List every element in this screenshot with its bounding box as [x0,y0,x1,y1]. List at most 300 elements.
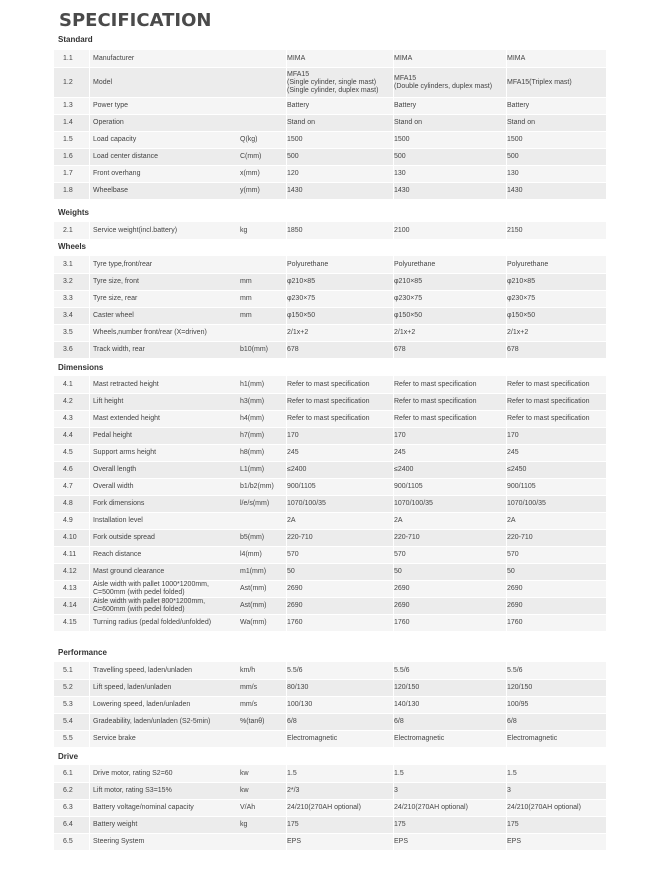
table-row [54,67,606,97]
spec-unit: b1/b2(mm) [240,483,274,490]
spec-unit [240,834,286,850]
spec-item: Lift motor, rating S3=15% [93,787,172,794]
spec-unit: kg [240,226,248,234]
spec-value-3: 900/1105 [507,483,536,490]
spec-item: Fork outside spread [93,534,155,541]
spec-item: Aisle width with pallet 1000*1200mm, C=500mm (with pedel folded) [93,581,209,596]
spec-value-2: 50 [394,568,402,575]
table-row [54,97,606,114]
section-table [54,376,606,631]
table-row [54,290,606,307]
spec-number: 5.1 [63,666,73,674]
column-divider [286,376,287,631]
spec-number: 6.5 [63,838,73,845]
column-divider [393,765,394,850]
spec-value-2: ≤2400 [394,466,414,473]
spec-unit: y(mm) [240,187,260,194]
spec-item: Lift height [93,398,124,405]
column-divider [393,256,394,358]
spec-number: 4.3 [63,415,73,422]
spec-value-2: 1430 [394,187,410,194]
table-row [54,478,606,495]
spec-value-3: φ150×50 [507,312,536,319]
table-row [54,427,606,444]
table-row [54,662,606,679]
spec-number: 3.6 [63,346,73,353]
spec-value-1: Refer to mast specification [287,398,370,405]
spec-unit: L1(mm) [240,466,265,473]
spec-number: 4.7 [63,483,73,490]
table-row [54,580,606,597]
spec-value-1: 1430 [287,187,303,194]
spec-value-3: 245 [507,449,519,456]
spec-unit: h1(mm) [240,380,265,388]
table-row [54,341,606,358]
spec-item: Turning radius (pedal folded/unfolded) [93,619,212,626]
spec-unit: kw [240,769,249,777]
spec-unit: kw [240,787,249,794]
spec-number: 1.1 [63,54,73,62]
column-divider [89,222,90,239]
spec-item: Pedal height [93,432,132,439]
table-row [54,222,606,239]
spec-item: Tyre size, front [93,278,139,285]
spec-value-2: 220-710 [394,534,420,541]
column-divider [286,222,287,239]
spec-value-1: EPS [287,838,302,845]
column-divider [393,50,394,199]
spec-value-2: MIMA [394,54,413,62]
spec-value-1: 120 [287,170,299,177]
spec-value-1: φ230×75 [287,295,316,302]
spec-number: 4.1 [63,380,73,388]
spec-item: Caster wheel [93,312,134,319]
spec-unit [240,731,286,747]
spec-item: Lowering speed, laden/unladen [93,701,191,708]
table-row [54,713,606,730]
spec-value-2: Stand on [394,119,423,126]
column-divider [506,376,507,631]
spec-item: Service brake [93,735,136,742]
spec-value-2: Polyurethane [394,260,436,268]
spec-value-2: 678 [394,346,406,353]
spec-unit: l4(mm) [240,551,262,558]
spec-number: 3.4 [63,312,73,319]
spec-item: Wheelbase [93,187,129,194]
spec-unit: mm/s [240,684,258,691]
spec-unit: %(tanθ) [240,718,265,725]
spec-value-1: 1500 [287,136,303,143]
spec-value-2: 2690 [394,602,410,609]
spec-unit: h3(mm) [240,398,265,405]
spec-unit: mm [240,295,252,302]
section-heading: Standard [58,35,93,44]
table-row [54,696,606,713]
spec-number: 4.15 [63,619,77,626]
table-row [54,393,606,410]
spec-number: 1.8 [63,187,73,194]
spec-value-3: Refer to mast specification [507,415,590,422]
spec-number: 4.14 [63,602,77,609]
spec-value-1: Battery [287,102,310,109]
spec-value-3: Refer to mast specification [507,398,590,405]
table-row [54,256,606,273]
spec-item: Wheels,number front/rear (X=driven) [93,329,207,336]
spec-item: Load center distance [93,153,158,160]
spec-value-2: 2690 [394,585,410,592]
table-row [54,376,606,393]
spec-value-3: 50 [507,568,515,575]
spec-value-1: φ210×85 [287,278,316,285]
spec-value-3: 1760 [507,619,523,626]
spec-number: 5.5 [63,735,73,742]
spec-value-1: Electromagnetic [287,735,338,742]
table-row [54,410,606,427]
spec-value-3: 170 [507,432,519,439]
table-row [54,765,606,782]
column-divider [393,376,394,631]
table-row [54,324,606,341]
spec-number: 3.1 [63,260,73,268]
spec-value-3: 220-710 [507,534,533,541]
spec-number: 5.4 [63,718,73,725]
spec-value-3: Stand on [507,119,536,126]
spec-value-1: 175 [287,821,299,828]
spec-item: Service weight(incl.battery) [93,226,178,234]
column-divider [286,256,287,358]
table-row [54,799,606,816]
spec-item: Fork dimensions [93,500,145,507]
spec-number: 4.9 [63,517,73,524]
spec-unit: h7(mm) [240,432,265,439]
spec-value-3: 1.5 [507,769,517,777]
section-heading: Dimensions [58,363,104,372]
spec-value-3: 678 [507,346,519,353]
column-divider [393,662,394,747]
spec-item: Reach distance [93,551,142,558]
spec-value-2: 130 [394,170,406,177]
spec-item: Track width, rear [93,346,145,353]
spec-unit: mm [240,278,252,285]
spec-value-2: EPS [394,838,409,845]
spec-value-2: Refer to mast specification [394,398,477,405]
spec-value-2: 6/8 [394,718,404,725]
spec-value-2: 1500 [394,136,410,143]
spec-item: Aisle width with pallet 800*1200mm, C=600mm (with pedel folded) [93,598,206,613]
spec-value-1: 900/1105 [287,483,316,490]
spec-number: 6.1 [63,769,73,777]
spec-number: 4.12 [63,568,77,575]
spec-unit: b10(mm) [240,346,269,353]
spec-unit [240,98,286,114]
spec-number: 4.2 [63,398,73,405]
section-table [54,256,606,358]
table-row [54,182,606,199]
spec-unit [240,256,286,273]
spec-value-2: 1760 [394,619,410,626]
spec-unit: mm [240,312,252,319]
spec-value-3: Electromagnetic [507,735,558,742]
spec-unit: Wa(mm) [240,619,267,626]
spec-value-1: MFA15 (Single cylinder, single mast) (Single cylinder, duplex mast) [287,70,379,94]
spec-value-3: 6/8 [507,718,517,725]
spec-value-2: Refer to mast specification [394,415,477,422]
spec-value-3: Refer to mast specification [507,380,590,388]
spec-value-1: 2*/3 [287,787,300,794]
spec-value-1: 5.5/6 [287,666,303,674]
spec-item: Steering System [93,838,145,845]
spec-value-2: φ210×85 [394,278,423,285]
spec-item: Battery voltage/nominal capacity [93,804,194,811]
table-row [54,444,606,461]
spec-unit: m1(mm) [240,568,267,575]
spec-value-3: 2A [507,517,516,524]
column-divider [506,222,507,239]
section-table [54,50,606,199]
spec-value-1: 678 [287,346,299,353]
spec-item: Travelling speed, laden/unladen [93,666,192,674]
spec-value-3: φ230×75 [507,295,536,302]
column-divider [286,765,287,850]
spec-value-3: 1500 [507,136,523,143]
spec-number: 4.13 [63,585,77,592]
spec-value-3: 2/1x+2 [507,329,529,336]
spec-value-2: Refer to mast specification [394,380,477,388]
spec-value-1: 220-710 [287,534,313,541]
spec-value-3: 5.5/6 [507,666,523,674]
section-heading: Performance [58,648,107,657]
spec-value-1: 245 [287,449,299,456]
column-divider [89,50,90,199]
spec-value-1: Refer to mast specification [287,415,370,422]
spec-number: 3.3 [63,295,73,302]
spec-number: 6.2 [63,787,73,794]
table-row [54,461,606,478]
spec-value-2: 900/1105 [394,483,423,490]
spec-value-2: 2100 [394,226,410,234]
table-row [54,131,606,148]
column-divider [286,50,287,199]
spec-unit: C(mm) [240,153,262,160]
spec-unit: b5(mm) [240,534,265,541]
spec-unit: h8(mm) [240,449,265,456]
spec-item: Support arms height [93,449,157,456]
spec-number: 1.3 [63,102,73,109]
spec-number: 4.10 [63,534,77,541]
table-row [54,512,606,529]
spec-value-1: 1760 [287,619,303,626]
spec-value-2: 24/210(270AH optional) [394,804,468,811]
table-row [54,816,606,833]
spec-item: Overall length [93,466,137,473]
column-divider [89,765,90,850]
column-divider [89,662,90,747]
spec-value-2: 5.5/6 [394,666,410,674]
spec-value-1: 170 [287,432,299,439]
spec-value-3: 2150 [507,226,523,234]
spec-unit: mm/s [240,701,258,708]
spec-value-2: 170 [394,432,406,439]
spec-number: 4.11 [63,551,77,558]
table-row [54,114,606,131]
spec-item: Tyre size, rear [93,295,138,302]
spec-value-3: 130 [507,170,519,177]
table-row [54,529,606,546]
section-heading: Weights [58,208,89,217]
spec-value-3: 500 [507,153,519,160]
spec-value-2: 500 [394,153,406,160]
spec-number: 3.2 [63,278,73,285]
spec-value-1: 6/8 [287,718,297,725]
spec-value-3: ≤2450 [507,466,527,473]
spec-unit: h4(mm) [240,415,265,422]
spec-value-2: MFA15 (Double cylinders, duplex mast) [394,74,493,90]
spec-item: Front overhang [93,170,141,177]
spec-number: 6.3 [63,804,73,811]
spec-value-3: 100/95 [507,701,529,708]
spec-value-1: 100/130 [287,701,313,708]
spec-value-1: Polyurethane [287,260,329,268]
table-row [54,563,606,580]
column-divider [506,256,507,358]
spec-value-3: 1430 [507,187,523,194]
column-divider [506,765,507,850]
section-heading: Drive [58,752,79,761]
table-row [54,307,606,324]
spec-value-1: 80/130 [287,684,309,691]
spec-item: Power type [93,102,129,109]
spec-number: 1.4 [63,119,73,126]
spec-value-2: φ230×75 [394,295,423,302]
spec-item: Mast extended height [93,415,160,422]
spec-item: Tyre type,front/rear [93,260,153,268]
spec-item: Drive motor, rating S2=60 [93,769,173,777]
spec-number: 5.3 [63,701,73,708]
table-row [54,148,606,165]
spec-value-1: MIMA [287,54,306,62]
spec-unit [240,115,286,131]
section-table [54,765,606,850]
spec-number: 6.4 [63,821,73,828]
section-heading: Wheels [58,242,87,251]
spec-value-1: 1.5 [287,769,297,777]
spec-value-2: 175 [394,821,406,828]
table-row [54,782,606,799]
spec-item: Load capacity [93,136,137,143]
column-divider [506,50,507,199]
spec-value-1: 2A [287,517,296,524]
spec-number: 1.2 [63,78,73,86]
spec-value-2: 140/130 [394,701,420,708]
spec-item: Model [93,78,113,86]
spec-number: 1.7 [63,170,73,177]
spec-item: Battery weight [93,821,138,828]
spec-value-3: 24/210(270AH optional) [507,804,581,811]
spec-number: 4.5 [63,449,73,456]
spec-unit: kg [240,821,248,828]
spec-item: Mast ground clearance [93,568,165,575]
spec-value-1: 24/210(270AH optional) [287,804,361,811]
spec-item: Manufacturer [93,54,135,62]
spec-value-1: 1850 [287,226,303,234]
spec-value-3: φ210×85 [507,278,536,285]
table-row [54,833,606,850]
spec-value-1: Refer to mast specification [287,380,370,388]
spec-number: 4.6 [63,466,73,473]
spec-item: Lift speed, laden/unladen [93,684,172,691]
spec-number: 1.5 [63,136,73,143]
spec-value-2: Electromagnetic [394,735,445,742]
spec-unit [240,325,286,341]
spec-value-1: φ150×50 [287,312,316,319]
table-row [54,730,606,747]
spec-value-3: Battery [507,102,530,109]
spec-value-2: 120/150 [394,684,420,691]
spec-value-2: Battery [394,102,417,109]
table-row [54,679,606,696]
column-divider [393,222,394,239]
table-row [54,50,606,67]
spec-value-3: 2690 [507,585,523,592]
spec-value-1: 2690 [287,585,303,592]
section-table [54,662,606,747]
spec-value-2: 3 [394,787,398,794]
spec-unit: Q(kg) [240,136,258,143]
spec-value-2: φ150×50 [394,312,423,319]
spec-item: Gradeability, laden/unladen (S2-5min) [93,718,211,725]
page-title: SPECIFICATION [59,10,212,31]
spec-value-1: ≤2400 [287,466,307,473]
spec-value-3: Polyurethane [507,260,549,268]
spec-value-3: 2690 [507,602,523,609]
spec-value-2: 570 [394,551,406,558]
spec-item: Operation [93,119,124,126]
spec-unit [240,513,286,529]
table-row [54,165,606,182]
spec-value-3: 570 [507,551,519,558]
spec-value-3: 3 [507,787,511,794]
spec-value-1: 2690 [287,602,303,609]
spec-number: 4.8 [63,500,73,507]
spec-unit [240,68,286,97]
spec-item: Overall width [93,483,134,490]
spec-value-2: 245 [394,449,406,456]
spec-value-2: 1070/100/35 [394,500,433,507]
spec-item: Mast retracted height [93,380,159,388]
spec-value-3: 1070/100/35 [507,500,546,507]
table-row [54,614,606,631]
spec-unit: V/Ah [240,804,256,811]
spec-unit [240,50,286,67]
table-row [54,597,606,614]
spec-unit: Ast(mm) [240,585,267,592]
spec-item: Installation level [93,517,143,524]
spec-value-1: 500 [287,153,299,160]
spec-value-3: 120/150 [507,684,533,691]
spec-value-1: Stand on [287,119,316,126]
spec-value-3: MIMA [507,54,526,62]
section-table [54,222,606,239]
column-divider [286,662,287,747]
spec-value-2: 2A [394,517,403,524]
spec-value-2: 1.5 [394,769,404,777]
spec-unit: Ast(mm) [240,602,267,609]
spec-unit: l/e/s(mm) [240,500,270,507]
spec-number: 5.2 [63,684,73,691]
spec-value-1: 50 [287,568,295,575]
spec-number: 3.5 [63,329,73,336]
spec-value-3: 175 [507,821,519,828]
